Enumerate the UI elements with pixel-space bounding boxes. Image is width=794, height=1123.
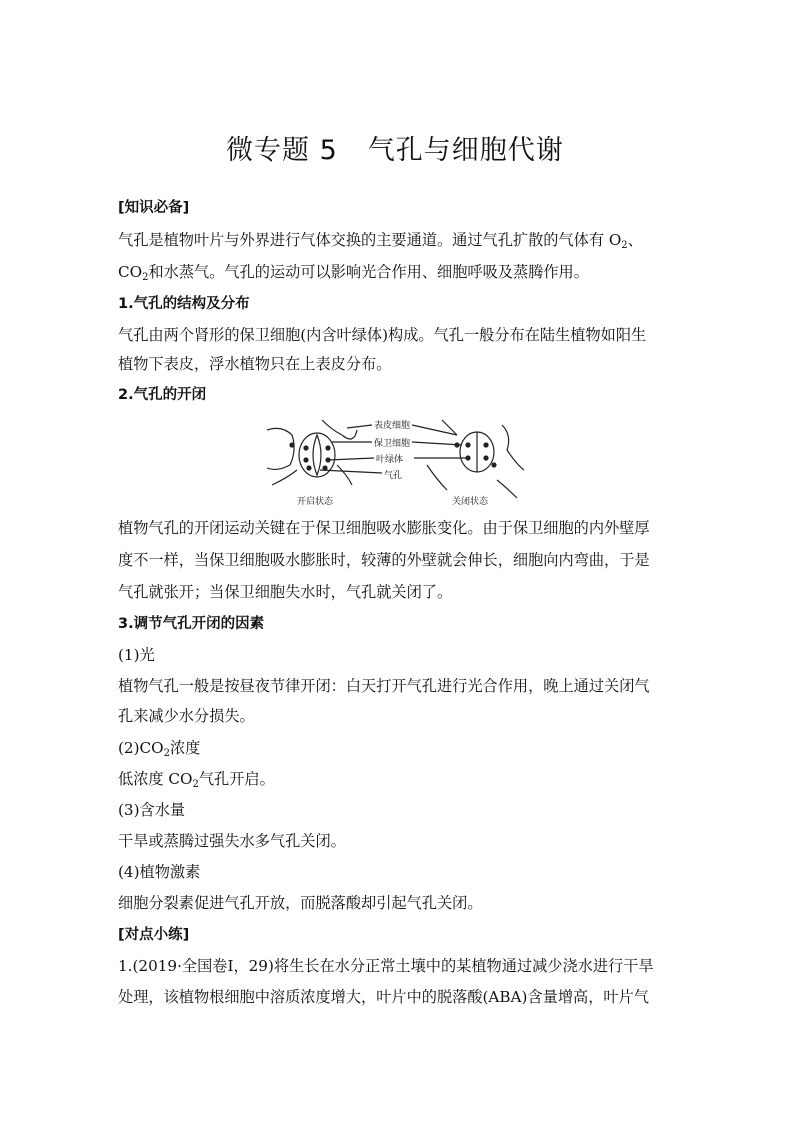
section1-heading: 1.气孔的结构及分布 [118, 296, 250, 312]
caption-closed-state: 关闭状态 [452, 497, 489, 507]
label-guard-cell: 保卫细胞 [374, 439, 411, 449]
factor3-text: 干旱或蒸腾过强失水多气孔关闭。 [118, 832, 346, 850]
knowledge-heading: [知识必备] [118, 200, 190, 216]
factor1-line-2: 孔来减少水分损失。 [118, 707, 255, 725]
factor1-line-1: 植物气孔一般是按昼夜节律开闭：白天打开气孔进行光合作用，晚上通过关闭气 [118, 677, 650, 695]
question1-line-2: 处理，该植物根细胞中溶质浓度增大，叶片中的脱落酸(ABA)含量增高，叶片气 [118, 988, 649, 1006]
title-number: 微专题 5 [226, 135, 338, 166]
section2-line-1: 植物气孔的开闭运动关键在于保卫细胞吸水膨胀变化。由于保卫细胞的内外壁厚 [118, 519, 650, 537]
label-chloroplast: 叶绿体 [376, 455, 404, 465]
stomata-figure [262, 410, 532, 510]
label-epidermis: 表皮细胞 [374, 421, 411, 431]
section2-heading: 2.气孔的开闭 [118, 387, 207, 403]
section2-line-3: 气孔就张开；当保卫细胞失水时，气孔就关闭了。 [118, 583, 453, 601]
factor4-text: 细胞分裂素促进气孔开放，而脱落酸却引起气孔关闭。 [118, 894, 483, 912]
section1-line-1: 气孔由两个肾形的保卫细胞(内含叶绿体)构成。气孔一般分布在陆生植物如阳生 [118, 326, 647, 344]
factor2-label: $(2)CO_2$浓度 [118, 739, 201, 759]
factor1-label: (1)光 [118, 646, 155, 664]
section3-heading: 3.调节气孔开闭的因素 [118, 616, 265, 632]
factor3-label: (3)含水量 [118, 801, 186, 819]
title-topic: 气孔与细胞代谢 [367, 135, 564, 166]
factor2-text: 低浓度 $CO_2$气孔开启。 [118, 770, 275, 790]
intro-line-2: $CO_2$和水蒸气。气孔的运动可以影响光合作用、细胞呼吸及蒸腾作用。 [118, 263, 589, 283]
practice-heading: [对点小练] [118, 927, 190, 943]
intro-line-1: 气孔是植物叶片与外界进行气体交换的主要通道。通过气孔扩散的气体有 $O_2$、 [118, 231, 643, 251]
caption-open-state: 开启状态 [297, 497, 334, 507]
factor4-label: (4)植物激素 [118, 863, 201, 881]
question1-line-1: 1.(2019·全国卷Ⅰ，29)将生长在水分正常土壤中的某植物通过减少浇水进行干旱 [118, 957, 654, 975]
section1-line-2: 植物下表皮，浮水植物只在上表皮分布。 [118, 355, 392, 373]
label-stoma: 气孔 [384, 471, 403, 481]
page-title [226, 128, 564, 167]
section2-line-2: 度不一样，当保卫细胞吸水膨胀时，较薄的外壁就会伸长，细胞向内弯曲，于是 [118, 551, 650, 569]
